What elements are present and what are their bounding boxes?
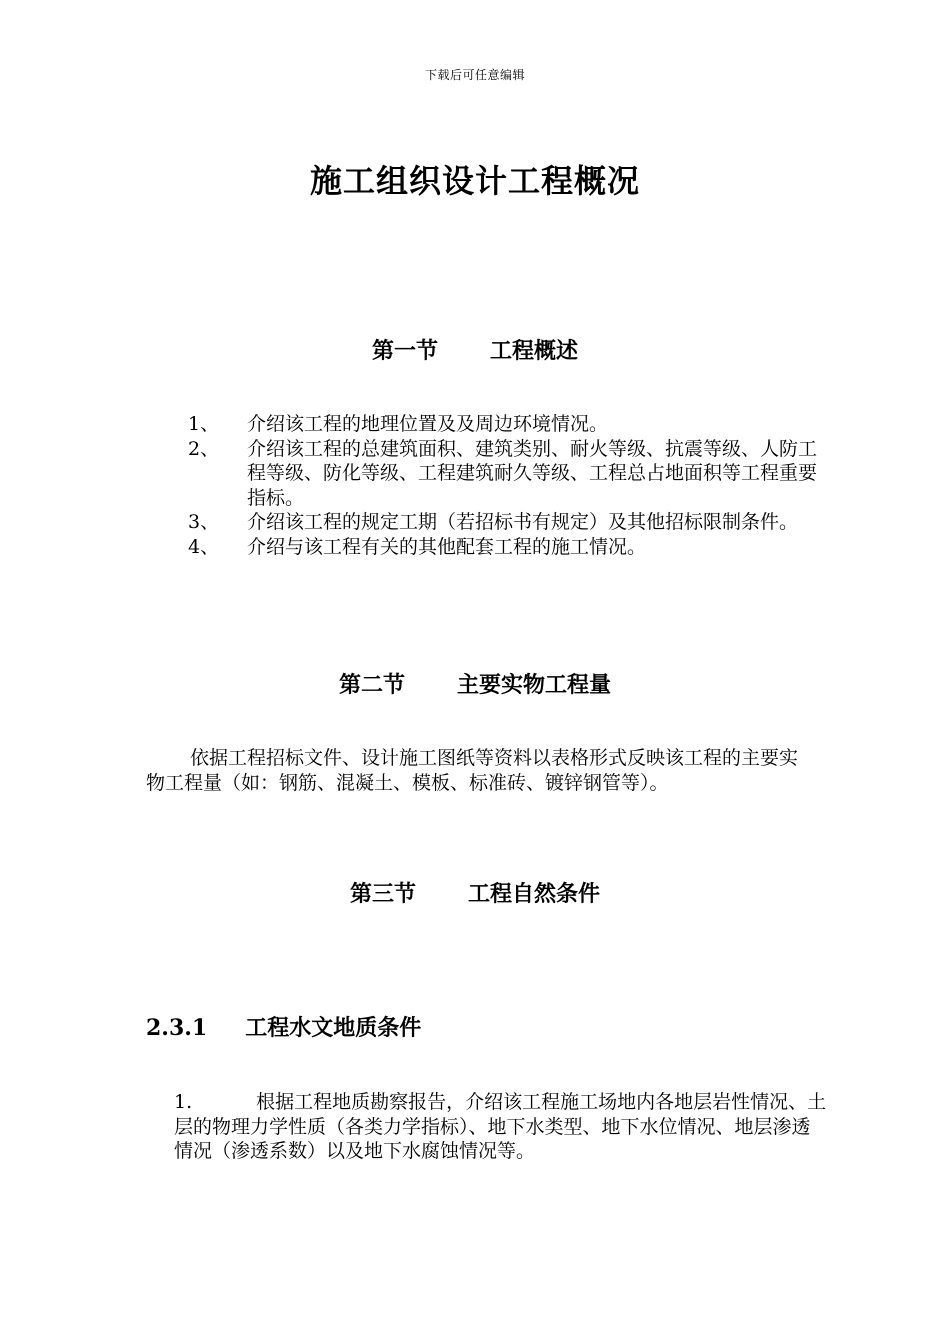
list-item: [188, 437, 818, 511]
paragraph-marker: 1.: [174, 1091, 193, 1113]
list-marker: 1、: [188, 413, 220, 435]
list-text: 介绍与该工程有关的其他配套工程的施工情况。: [247, 535, 647, 558]
section-title: 工程自然条件: [468, 881, 601, 907]
section-heading-1: [0, 334, 950, 365]
section-heading-2: [0, 668, 950, 699]
section-heading-3: [0, 877, 950, 908]
subsection-number: 2.3.1: [146, 1015, 208, 1041]
list-item: [188, 510, 818, 535]
list-text: 介绍该工程的地理位置及及周边环境情况。: [247, 413, 609, 435]
section-number: 第二节: [338, 672, 405, 698]
list-marker: 3、: [188, 511, 220, 533]
header-note: 下载后可任意编辑: [424, 68, 525, 82]
list-item: [188, 535, 818, 560]
list-marker: 2、: [188, 437, 220, 460]
hydrogeology-paragraph: [174, 1090, 828, 1164]
subsection-heading: [146, 1011, 421, 1042]
section-title: 主要实物工程量: [457, 672, 612, 698]
section-number: 第一节: [371, 338, 438, 364]
paragraph-text: 根据工程地质勘察报告，介绍该工程施工场地内各地层岩性情况、土层的物理力学性质（各类力学指标）、地下水类型、地下水位情况、地层渗透情况（渗透系数）以及地下水腐蚀情况等。: [174, 1091, 827, 1162]
quantities-paragraph: 依据工程招标文件、设计施工图纸等资料以表格形式反映该工程的主要实物工程量（如：钢筋、混凝土、模板、标准砖、镀锌钢管等）。: [146, 747, 799, 794]
overview-list: [188, 412, 818, 559]
list-marker: 4、: [188, 535, 220, 558]
list-item: [188, 412, 818, 437]
subsection-title: 工程水文地质条件: [245, 1015, 422, 1041]
document-title: 施工组织设计工程概况: [309, 162, 640, 200]
list-text: 介绍该工程的规定工期（若招标书有规定）及其他招标限制条件。: [247, 511, 799, 533]
section-number: 第三节: [349, 881, 416, 907]
section-title: 工程概述: [490, 338, 579, 364]
list-text: 介绍该工程的总建筑面积、建筑类别、耐火等级、抗震等级、人防工程等级、防化等级、工程建筑耐久等级、工程总占地面积等工程重要指标。: [247, 437, 818, 509]
